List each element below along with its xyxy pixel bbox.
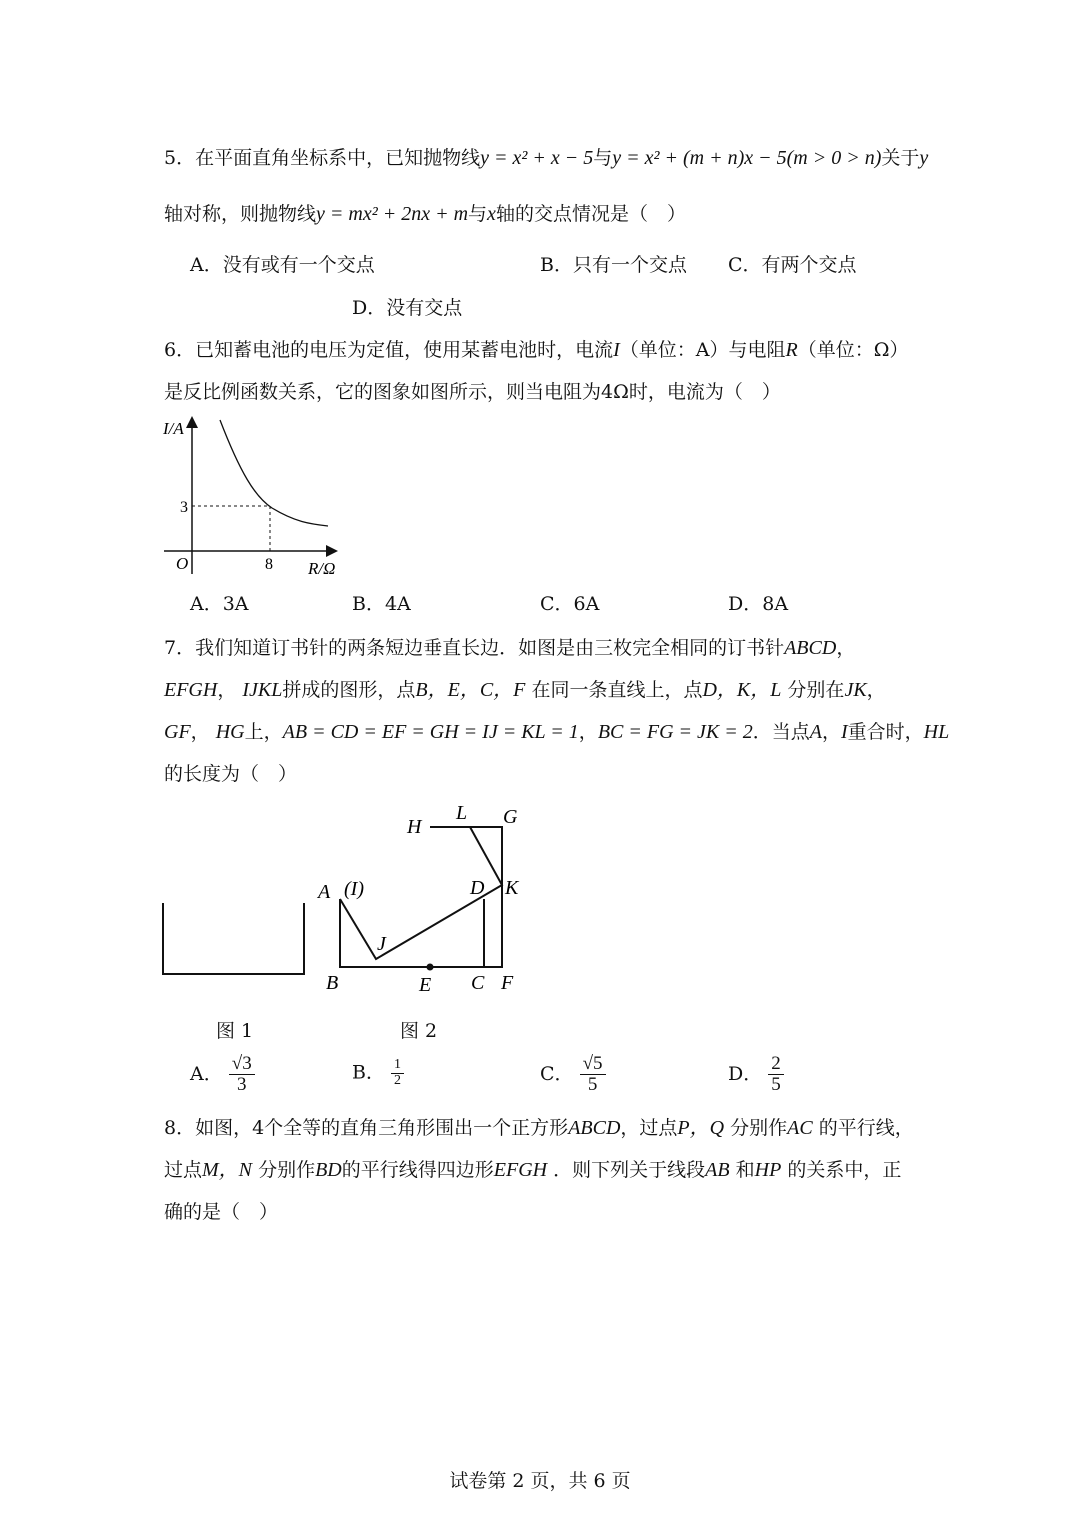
fraction: [580, 1054, 606, 1095]
q5-text: 关于: [881, 147, 920, 169]
q8-text: 过点: [164, 1159, 203, 1181]
q6-graph: [160, 412, 360, 584]
q7-text: ，: [578, 721, 598, 743]
q5-axis-x: x: [487, 203, 496, 225]
q8-line-1: [164, 1118, 914, 1138]
q8-text: 分别作: [730, 1117, 788, 1139]
numerator: 2: [768, 1054, 784, 1075]
q7-math: ABCD: [784, 637, 837, 659]
q7-text: ，: [821, 721, 841, 743]
origin-label: O: [176, 554, 189, 573]
denominator: 5: [771, 1073, 781, 1095]
q7-text: ，: [217, 679, 237, 701]
inverse-curve: [220, 420, 328, 526]
staple-shape: [163, 903, 304, 974]
label-h: H: [407, 816, 422, 838]
q6-text: 6．已知蓄电池的电压为定值，使用某蓄电池时，电流: [164, 339, 614, 361]
q7-line-2: [164, 680, 886, 700]
q8-text: 分别作: [258, 1159, 316, 1181]
numerator: √5: [580, 1054, 606, 1075]
label-d: D: [470, 877, 485, 899]
q7-math: EFGH: [164, 679, 218, 701]
q6-line-2: 是反比例函数关系，它的图象如图所示，则当电阻为4Ω时，电流为（ ）: [164, 381, 781, 403]
q8-math: EFGH: [493, 1159, 548, 1181]
x-tick-8: 8: [265, 556, 273, 573]
q7-text: ，: [190, 721, 210, 743]
q7-text: ，: [836, 637, 856, 659]
fraction: [229, 1054, 255, 1095]
q5-axis-y: y: [919, 147, 929, 169]
q8-line-3: 确的是（ ）: [164, 1201, 279, 1223]
q7-line-4: 的长度为（ ）: [164, 763, 298, 785]
label-i: (I): [344, 878, 364, 900]
q8-math: P，Q: [677, 1117, 725, 1139]
y-tick-3: 3: [180, 499, 188, 516]
q6-text: （单位：Ω）: [797, 339, 909, 361]
q6-text: （单位：A）与电阻: [619, 339, 786, 361]
q7-math: IJKL: [242, 679, 283, 701]
x-axis-label: R/Ω: [308, 559, 336, 578]
q7-text: 拼成的图形，点: [282, 679, 416, 701]
q7-option-d: [728, 1054, 784, 1095]
q5-text: 5．在平面直角坐标系中，已知抛物线: [164, 147, 481, 169]
denominator: 5: [587, 1073, 598, 1095]
q6-option-a: A．3A: [190, 593, 249, 615]
q8-math: AC: [787, 1117, 813, 1139]
q7-text: 重合时，: [847, 721, 924, 743]
q7-math: BC = FG = JK = 2: [597, 721, 753, 743]
q7-text: ，: [866, 679, 886, 701]
label-b: B: [326, 972, 339, 994]
y-axis-label: I/A: [163, 419, 184, 438]
q5-option-c: C．有两个交点: [728, 254, 857, 276]
q7-option-c: [540, 1054, 606, 1095]
q7-fig1-caption: 图 1: [216, 1020, 254, 1042]
q6-option-d: D．8A: [728, 593, 789, 615]
q5-text: 轴的交点情况是（ ）: [495, 203, 686, 225]
label-a: A: [318, 881, 331, 903]
q7-line-3: [164, 722, 949, 742]
q7-math: GF: [164, 721, 191, 743]
label-c: C: [471, 972, 485, 994]
q8-text: ．则下列关于线段: [553, 1159, 706, 1181]
q7-math: JK: [844, 679, 867, 701]
q7-option-b: [352, 1058, 404, 1088]
q8-math: HP: [754, 1159, 782, 1181]
q7-text: 7．我们知道订书针的两条短边垂直长边．如图是由三枚完全相同的订书针: [164, 637, 785, 659]
q7-option-a: [190, 1054, 255, 1095]
numerator: √3: [229, 1054, 255, 1075]
q7-text: ．当点: [752, 721, 810, 743]
q7-math: I: [840, 721, 848, 743]
option-label: D．: [728, 1062, 763, 1085]
q6-option-b: B．4A: [352, 593, 411, 615]
q6-var-i: I: [613, 339, 620, 361]
q5-line-1: [164, 148, 928, 168]
q5-formula-1: y = x² + x − 5: [480, 147, 594, 169]
fraction: [391, 1058, 404, 1088]
label-e: E: [419, 974, 432, 996]
q5-formula-2: y = x² + (m + n)x − 5(m > 0 > n): [612, 147, 882, 169]
q7-figure-2: [310, 795, 540, 1000]
q8-line-2: [164, 1160, 901, 1180]
q8-text: 的关系中，正: [787, 1159, 902, 1181]
q7-math: AB = CD = EF = GH = IJ = KL = 1: [282, 721, 579, 743]
q7-math: HL: [923, 721, 950, 743]
q5-text: 与: [468, 203, 488, 225]
q5-text: 轴对称，则抛物线: [164, 203, 317, 225]
q7-math: B，E，C，F: [415, 679, 526, 701]
option-label: B．: [352, 1061, 385, 1084]
q8-text: 的平行线得四边形: [341, 1159, 494, 1181]
q8-math: BD: [315, 1159, 342, 1181]
denominator: 2: [394, 1072, 402, 1088]
q8-text: 和: [735, 1159, 755, 1181]
point-e: [427, 964, 434, 971]
q5-option-b: B．只有一个交点: [540, 254, 687, 276]
q7-line-1: [164, 638, 855, 658]
q7-math: HG: [215, 721, 245, 743]
q5-line-2: [164, 204, 686, 224]
q6-line-1: [164, 340, 908, 360]
label-f: F: [501, 972, 514, 994]
q5-option-a: A．没有或有一个交点: [190, 254, 375, 276]
q8-text: 8．如图，4个全等的直角三角形围出一个正方形: [164, 1117, 569, 1139]
q8-math: ABCD: [568, 1117, 621, 1139]
label-l: L: [456, 802, 468, 824]
q8-math: M，N: [202, 1159, 253, 1181]
q7-math: D，K，L: [702, 679, 782, 701]
numerator: 1: [391, 1058, 404, 1074]
label-k: K: [505, 877, 519, 899]
option-label: A．: [190, 1062, 223, 1085]
q7-text: 上，: [244, 721, 283, 743]
label-j: J: [377, 933, 386, 955]
q7-fig2-caption: 图 2: [400, 1020, 438, 1042]
q6-var-r: R: [785, 339, 798, 361]
q5-formula-3: y = mx² + 2nx + m: [316, 203, 469, 225]
q8-text: 的平行线，: [818, 1117, 914, 1139]
fraction: [768, 1054, 784, 1095]
q7-text: 分别在: [787, 679, 845, 701]
page-footer: 试卷第 2 页，共 6 页: [449, 1470, 631, 1492]
q6-option-c: C．6A: [540, 593, 600, 615]
q5-option-d: D．没有交点: [352, 297, 463, 319]
label-g: G: [503, 806, 518, 828]
q7-math: A: [809, 721, 822, 743]
staple-efgh: [430, 827, 502, 967]
q7-figure-1: [160, 900, 310, 980]
q8-text: ，过点: [620, 1117, 678, 1139]
q7-text: 在同一条直线上，点: [531, 679, 703, 701]
q5-text: 与: [593, 147, 613, 169]
q8-math: AB: [705, 1159, 730, 1181]
denominator: 3: [237, 1073, 247, 1095]
option-label: C．: [540, 1062, 574, 1085]
